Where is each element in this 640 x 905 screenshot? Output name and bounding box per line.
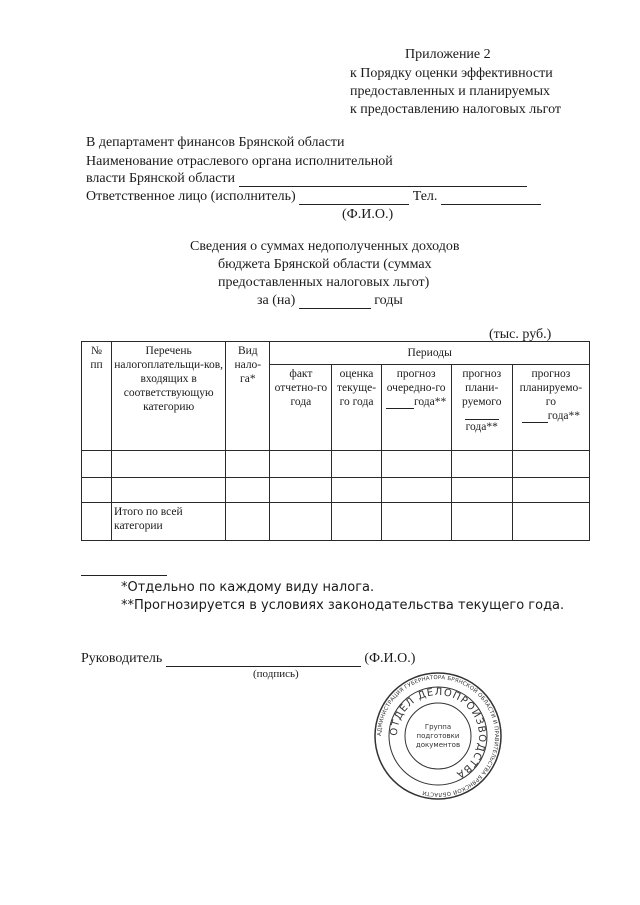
address-line-1: В департамент финансов Брянской области	[86, 135, 345, 150]
forecast-next-text: прогноз очередно-го	[386, 368, 446, 394]
header-taxpayer-list: Перечень налогоплательщи-ков, входящих в соответствующую категорию	[112, 342, 226, 451]
footnote-2: **Прогнозируется в условиях законодательства текущего года.	[121, 598, 565, 613]
header-period-forecast-planned	[451, 365, 512, 451]
stamp-center-line-3: документов	[415, 741, 461, 749]
header-number: № пп	[82, 342, 112, 451]
stamp-center-line-1: Группа	[424, 723, 452, 731]
period-prefix: за (на)	[257, 293, 296, 308]
heading-line-1: Сведения о суммах недополученных доходов	[190, 239, 460, 254]
authority-blank	[239, 172, 527, 187]
header-tax-type: Вид нало-га*	[226, 342, 270, 451]
table-row	[82, 478, 590, 503]
forecast-further-text: прогноз планируемо-го	[519, 368, 583, 408]
footnote-divider	[81, 575, 167, 576]
signature-label: Руководитель	[81, 651, 163, 666]
signature-caption: (подпись)	[253, 668, 299, 680]
table-row	[82, 451, 590, 478]
forecast-further-year: года**	[515, 409, 587, 423]
phone-label: Тел.	[412, 189, 438, 204]
stamp-center-line-2: подготовки	[416, 732, 460, 740]
address-line-3	[86, 170, 527, 187]
header-period-forecast-next	[381, 365, 451, 451]
responsible-person-blank	[299, 190, 409, 205]
period-blank	[299, 294, 371, 309]
tax-benefits-table	[81, 341, 590, 541]
header-period-estimate: оценка текуще-го года	[332, 365, 381, 451]
footnote-1: *Отдельно по каждому виду налога.	[121, 580, 375, 595]
forecast-planned-blank	[465, 411, 499, 420]
appendix-title: Приложение 2	[405, 47, 491, 62]
forecast-planned-text: прогноз плани-руемого	[461, 368, 502, 408]
stamp-dept-text: ОТДЕЛ ДЕЛОПРОИЗВОДСТВА	[388, 686, 488, 781]
table-total-row	[82, 503, 590, 541]
period-suffix: годы	[374, 293, 403, 308]
appendix-line-1: к Порядку оценки эффективности	[350, 66, 553, 81]
address-line-3-text: власти Брянской области	[86, 171, 236, 186]
header-period-forecast-further	[512, 365, 589, 451]
heading-line-3: предоставленных налоговых льгот)	[218, 275, 430, 290]
address-fio-caption: (Ф.И.О.)	[342, 207, 394, 222]
phone-blank	[441, 190, 541, 205]
appendix-line-2: предоставленных и планируемых	[350, 84, 551, 99]
header-periods: Периоды	[270, 342, 590, 365]
appendix-line-3: к предоставлению налоговых льгот	[350, 102, 562, 117]
forecast-next-year: года**	[384, 395, 449, 409]
units-label: (тыс. руб.)	[489, 327, 552, 342]
total-label: Итого по всей категории	[112, 503, 226, 541]
address-line-4	[86, 188, 541, 205]
address-line-2: Наименование отраслевого органа исполнительной	[86, 154, 393, 169]
signature-blank	[166, 652, 361, 667]
forecast-planned-year: года**	[465, 421, 498, 433]
signature-line	[81, 650, 415, 667]
heading-period	[257, 292, 403, 309]
responsible-person-label: Ответственное лицо (исполнитель)	[86, 189, 296, 204]
heading-line-2: бюджета Брянской области (суммах	[218, 257, 432, 272]
official-stamp	[374, 672, 502, 800]
header-period-fact: факт отчетно-го года	[270, 365, 332, 451]
stamp-ring-text: АДМИНИСТРАЦИЯ ГУБЕРНАТОРА БРЯНСКОЙ ОБЛАСТИ И ПРАВИТЕЛЬСТВА БРЯНСКОЙ ОБЛАСТИ	[376, 674, 500, 798]
signature-fio: (Ф.И.О.)	[364, 651, 416, 666]
